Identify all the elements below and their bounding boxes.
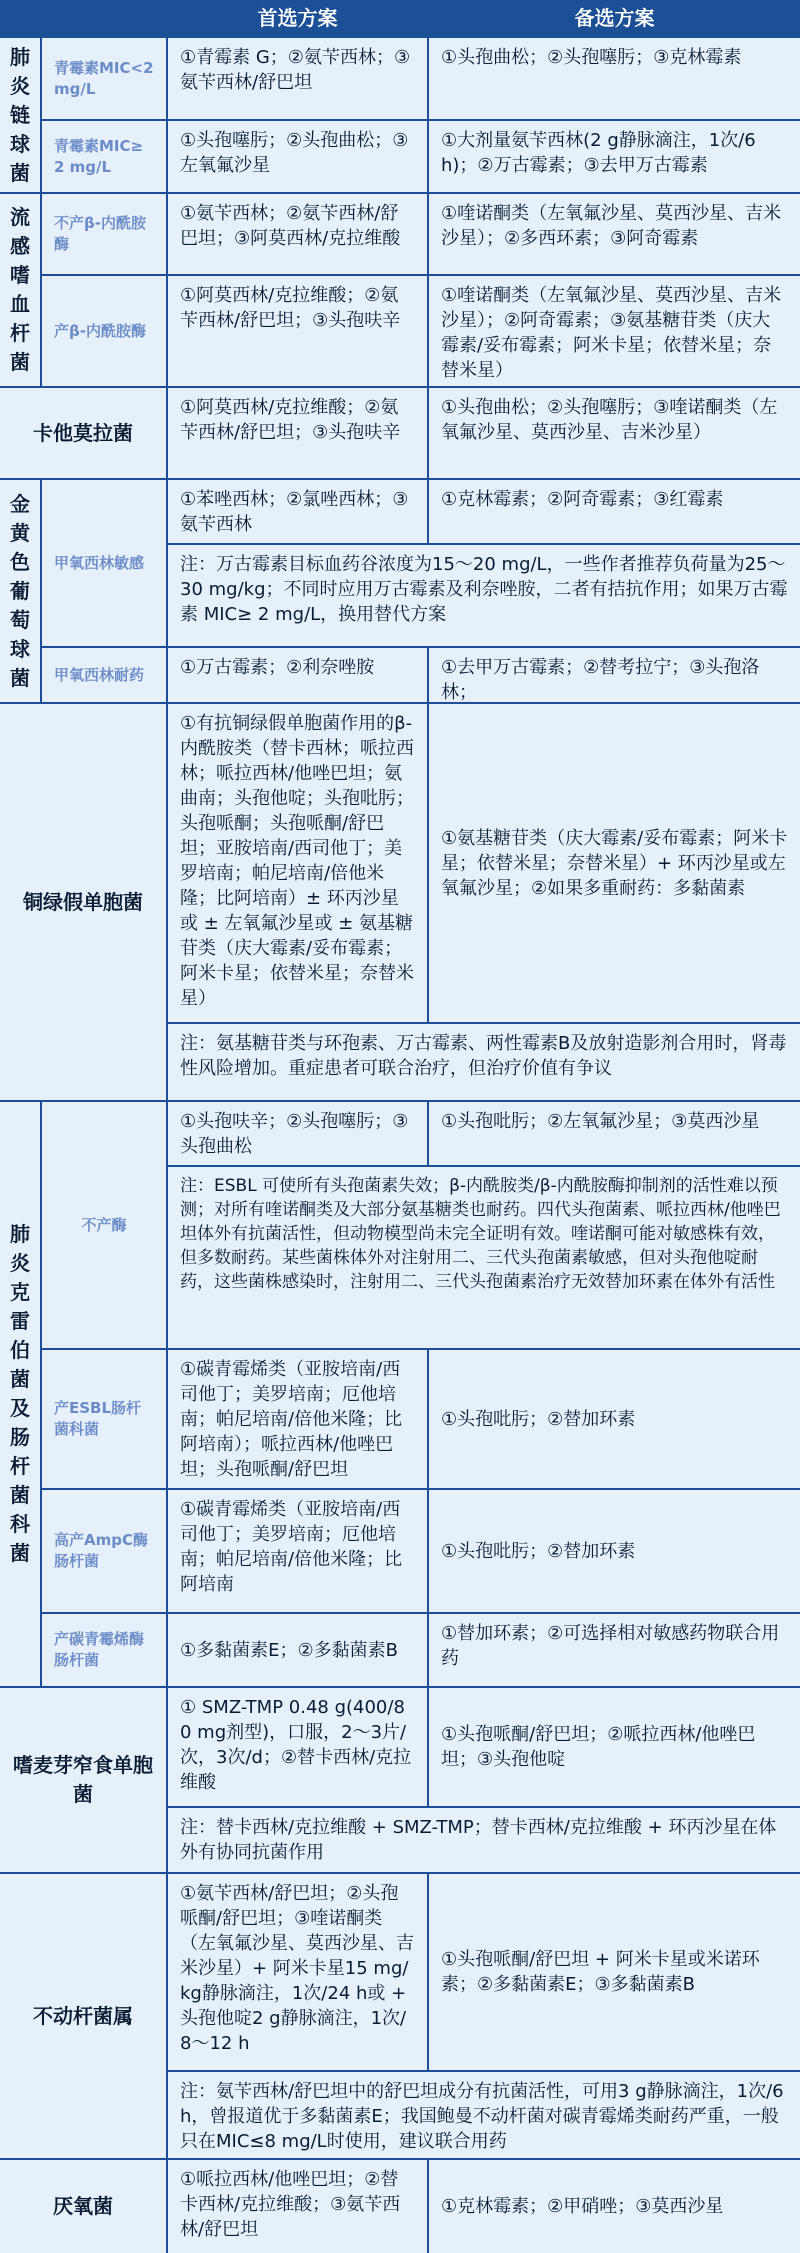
staph-sub1-note: 注：万古霉素目标血药谷浓度为15～20 mg/L，一些作者推荐负荷量为25～30 mg/kg；不同时应用万古霉素及利奈唑胺，二者有拮抗作用；如果万古霉素 MIC≥ 2 mg/L，换用替代方案 [168, 545, 800, 646]
pathogen-acinetobacter: 不动杆菌属 [0, 1874, 166, 2158]
staph-sub2-alternative: ①去甲万古霉素；②替考拉宁；③头孢洛林； [429, 648, 800, 702]
strep-sub2-alternative: ①大剂量氨苄西林(2 g静脉滴注，1次/6 h)；②万古霉素；③去甲万古霉素 [429, 121, 800, 192]
steno-alternative: ①头孢哌酮/舒巴坦；②哌拉西林/他唑巴坦；③头孢他啶 [429, 1688, 800, 1806]
staph-sub2-label: 甲氧西林耐药 [42, 648, 166, 702]
strep-sub1-alternative: ①头孢曲松；②头孢噻肟；③克林霉素 [429, 38, 800, 119]
staph-sub2-primary: ①万古霉素；②利奈唑胺 [168, 648, 427, 702]
acinetobacter-primary: ①氨苄西林/舒巴坦；②头孢哌酮/舒巴坦；③喹诺酮类（左氧氟沙星、莫西沙星、吉米沙星）+ 阿米卡星15 mg/kg静脉滴注，1次/24 h或 + 头孢他啶2 g静脉滴注，1次/8～12 h [168, 1874, 427, 2070]
header-blank-cell [0, 0, 166, 36]
steno-primary: ① SMZ-TMP 0.48 g(400/80 mg剂型)，口服，2～3片/次，3次/d；②替卡西林/克拉维酸 [168, 1688, 427, 1806]
acinetobacter-note: 注：氨苄西林/舒巴坦中的舒巴坦成分有抗菌活性，可用3 g静脉滴注，1次/6 h，曾报道优于多黏菌素E；我国鲍曼不动杆菌对碳青霉烯类耐药严重，一般只在MIC≤8 mg/L时使用，建议联合用药 [168, 2072, 800, 2158]
hflu-sub2-primary: ①阿莫西林/克拉维酸；②氨苄西林/舒巴坦；③头孢呋辛 [168, 276, 427, 386]
kleb-sub1-alternative: ①头孢吡肟；②左氧氟沙星；③莫西沙星 [429, 1102, 800, 1165]
hflu-sub1-alternative: ①喹诺酮类（左氧氟沙星、莫西沙星、吉米沙星）；②多西环素；③阿奇霉素 [429, 194, 800, 274]
pathogen-stenotrophomonas: 嗜麦芽窄食单胞菌 [0, 1688, 166, 1872]
kleb-sub3-primary: ①碳青霉烯类（亚胺培南/西司他丁；美罗培南；厄他培南；帕尼培南/倍他米隆；比阿培南 [168, 1490, 427, 1612]
strep-sub1-label: 青霉素MIC<2 mg/L [42, 38, 166, 119]
pathogen-streptococcus: 肺炎链球菌 [0, 38, 40, 192]
hflu-sub2-alternative: ①喹诺酮类（左氧氟沙星、莫西沙星、吉米沙星）；②阿奇霉素；③氨基糖苷类（庆大霉素/妥布霉素；阿米卡星；依替米星；奈替米星） [429, 276, 800, 386]
kleb-sub1-label: 不产酶 [42, 1102, 166, 1348]
pathogen-staphylococcus: 金黄色葡萄球菌 [0, 480, 40, 702]
staph-sub1-primary: ①苯唑西林；②氯唑西林；③氨苄西林 [168, 480, 427, 543]
moraxella-alternative: ①头孢曲松；②头孢噻肟；③喹诺酮类（左氧氟沙星、莫西沙星、吉米沙星） [429, 388, 800, 478]
steno-note: 注：替卡西林/克拉维酸 + SMZ-TMP；替卡西林/克拉维酸 + 环丙沙星在体外有协同抗菌作用 [168, 1808, 800, 1872]
kleb-sub1-primary: ①头孢呋辛；②头孢噻肟；③头孢曲松 [168, 1102, 427, 1165]
moraxella-primary: ①阿莫西林/克拉维酸；②氨苄西林/舒巴坦；③头孢呋辛 [168, 388, 427, 478]
strep-sub2-primary: ①头孢噻肟；②头孢曲松；③左氧氟沙星 [168, 121, 427, 192]
header-alternative: 备选方案 [429, 0, 800, 36]
kleb-sub4-primary: ①多黏菌素E；②多黏菌素B [168, 1614, 427, 1686]
kleb-sub3-alternative: ①头孢吡肟；②替加环素 [429, 1490, 800, 1612]
pseudomonas-primary: ①有抗铜绿假单胞菌作用的β-内酰胺类（替卡西林；哌拉西林；哌拉西林/他唑巴坦；氨曲南；头孢他啶；头孢吡肟；头孢哌酮；头孢哌酮/舒巴坦；亚胺培南/西司他丁；美罗培南；帕尼培南/倍他米隆；比阿培南）± 环丙沙星或 ± 左氧氟沙星或 ± 氨基糖苷类（庆大霉素/妥布霉素；阿米卡星；依替米星；奈替米星） [168, 704, 427, 1022]
hflu-sub1-label: 不产β-内酰胺酶 [42, 194, 166, 274]
kleb-sub1-note: 注：ESBL 可使所有头孢菌素失效；β-内酰胺类/β-内酰胺酶抑制剂的活性难以预测；对所有喹诺酮类及大部分氨基糖类也耐药。四代头孢菌素、哌拉西林/他唑巴坦体外有抗菌活性，但动物模型尚未完全证明有效。喹诺酮可能对敏感株有效，但多数耐药。某些菌株体外对注射用二、三代头孢菌素敏感，但对头孢他啶耐药，这些菌株感染时，注射用二、三代头孢菌素治疗无效替加环素在体外有活性 [168, 1167, 800, 1348]
pathogen-moraxella: 卡他莫拉菌 [0, 388, 166, 478]
hflu-sub1-primary: ①氨苄西林；②氨苄西林/舒巴坦；③阿莫西林/克拉维酸 [168, 194, 427, 274]
kleb-sub2-label: 产ESBL肠杆菌科菌 [42, 1350, 166, 1488]
pathogen-haemophilus: 流感嗜血杆菌 [0, 194, 40, 386]
hflu-sub2-label: 产β-内酰胺酶 [42, 276, 166, 386]
kleb-sub3-label: 高产AmpC酶肠杆菌 [42, 1490, 166, 1612]
kleb-sub4-alternative: ①替加环素；②可选择相对敏感药物联合用药 [429, 1614, 800, 1686]
header-primary: 首选方案 [168, 0, 427, 36]
strep-sub1-primary: ①青霉素 G；②氨苄西林；③ 氨苄西林/舒巴坦 [168, 38, 427, 119]
pathogen-anaerobe: 厌氧菌 [0, 2160, 166, 2253]
anaerobe-alternative: ①克林霉素；②甲硝唑；③莫西沙星 [429, 2160, 800, 2253]
staph-sub1-alternative: ①克林霉素；②阿奇霉素；③红霉素 [429, 480, 800, 543]
pathogen-pseudomonas: 铜绿假单胞菌 [0, 704, 166, 1100]
anaerobe-primary: ①哌拉西林/他唑巴坦；②替卡西林/克拉维酸；③氨苄西林/舒巴坦 [168, 2160, 427, 2253]
kleb-sub2-primary: ①碳青霉烯类（亚胺培南/西司他丁；美罗培南；厄他培南；帕尼培南/倍他米隆；比阿培南）；哌拉西林/他唑巴坦；头孢哌酮/舒巴坦 [168, 1350, 427, 1488]
pathogen-klebsiella: 肺炎克雷伯菌及肠杆菌科菌 [0, 1102, 40, 1686]
pseudomonas-alternative: ①氨基糖苷类（庆大霉素/妥布霉素；阿米卡星；依替米星；奈替米星）+ 环丙沙星或左氧氟沙星；②如果多重耐药：多黏菌素 [429, 704, 800, 1022]
acinetobacter-alternative: ①头孢哌酮/舒巴坦 + 阿米卡星或米诺环素；②多黏菌素E；③多黏菌素B [429, 1874, 800, 2070]
pseudomonas-note: 注：氨基糖苷类与环孢素、万古霉素、两性霉素B及放射造影剂合用时，肾毒性风险增加。重症患者可联合治疗，但治疗价值有争议 [168, 1024, 800, 1100]
strep-sub2-label: 青霉素MIC≥ 2 mg/L [42, 121, 166, 192]
staph-sub1-label: 甲氧西林敏感 [42, 480, 166, 646]
kleb-sub4-label: 产碳青霉烯酶肠杆菌 [42, 1614, 166, 1686]
kleb-sub2-alternative: ①头孢吡肟；②替加环素 [429, 1350, 800, 1488]
